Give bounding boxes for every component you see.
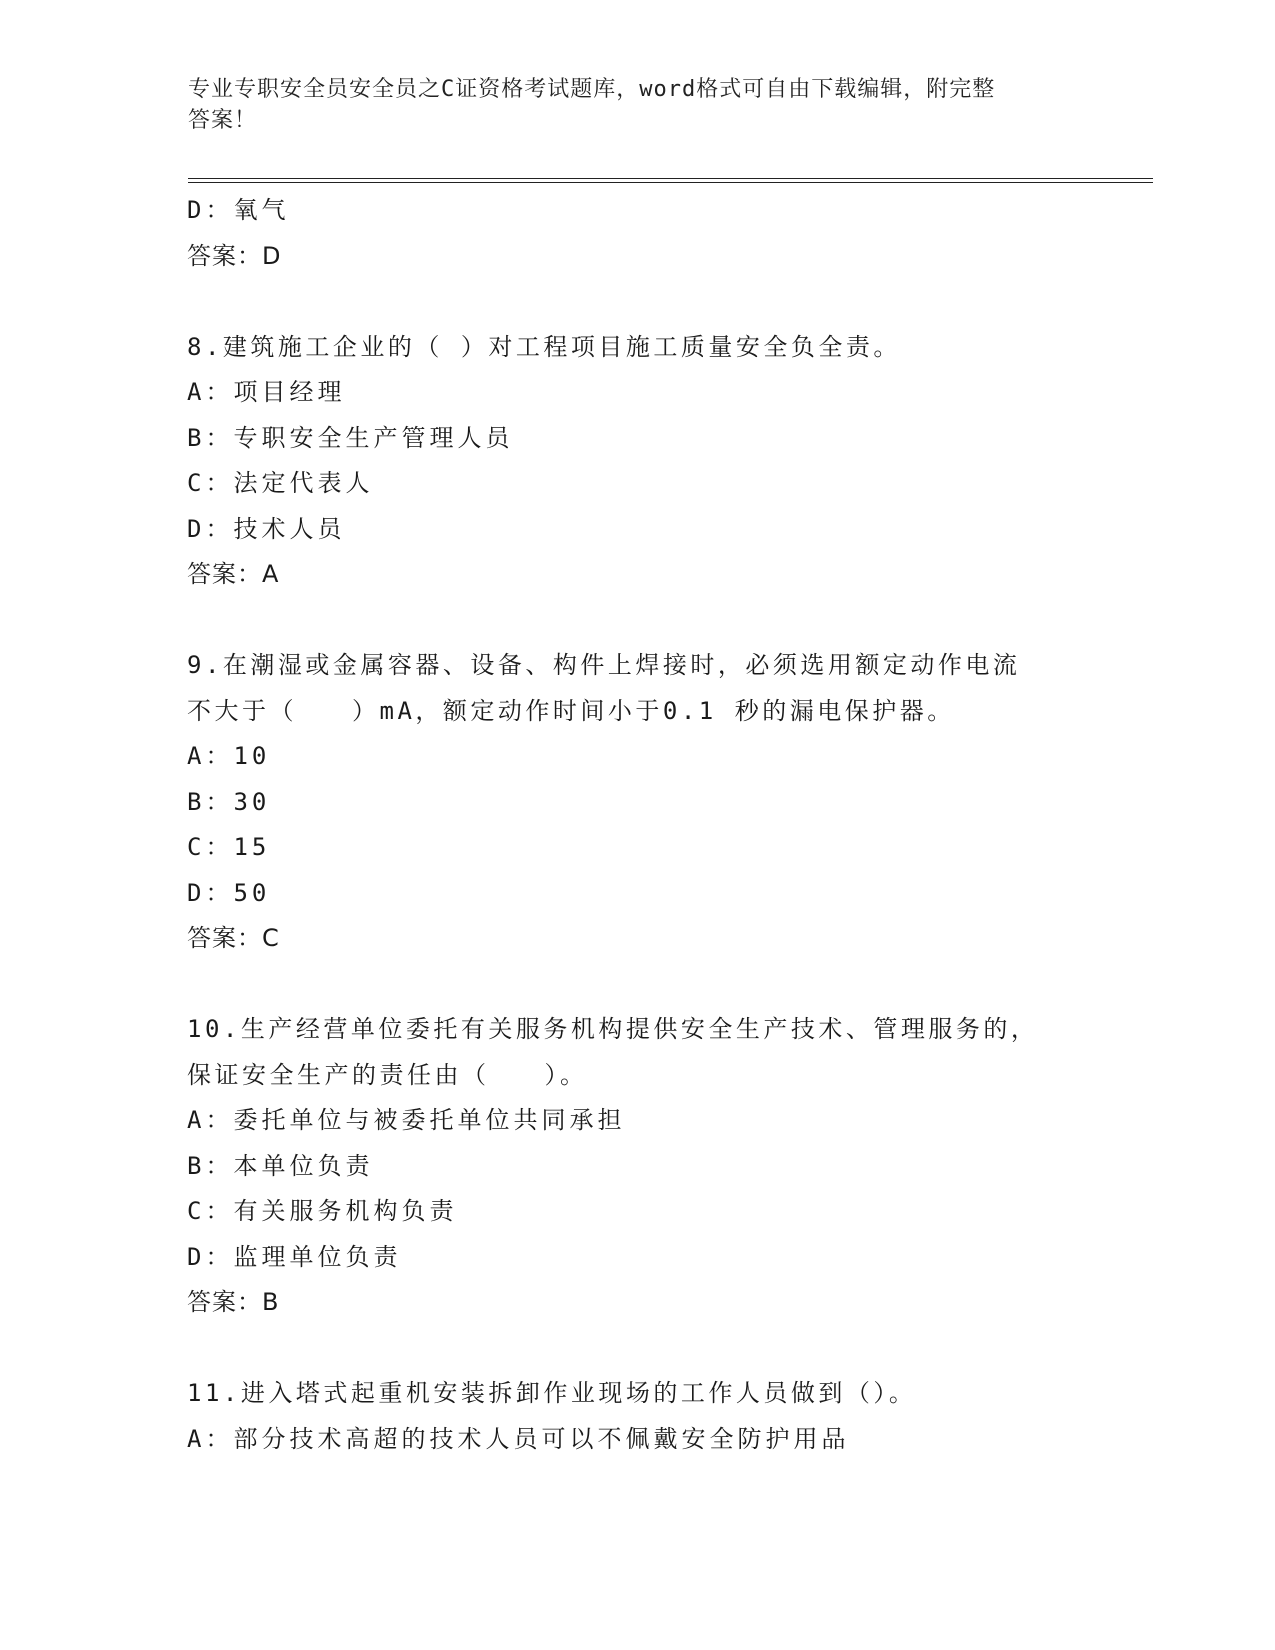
- answer-line: 答案：A: [187, 560, 280, 588]
- header-line-2: 答案！: [188, 108, 258, 133]
- option-b: B：本单位负责: [187, 1151, 374, 1180]
- option-c: C：法定代表人: [187, 469, 374, 497]
- spacer: [187, 598, 1087, 644]
- document-header: [188, 74, 1068, 136]
- option-a: A：项目经理: [187, 378, 346, 406]
- option-d: D：氧气: [187, 196, 290, 224]
- spacer: [187, 1326, 1087, 1372]
- option-d: D：技术人员: [187, 514, 346, 543]
- option-b: B：专职安全生产管理人员: [187, 423, 514, 452]
- answer-line: 答案：B: [187, 1288, 280, 1316]
- question-stem: 8.建筑施工企业的（ ）对工程项目施工质量安全负全责。: [187, 332, 901, 361]
- answer-line: 答案：D: [187, 241, 282, 270]
- option-c: C：有关服务机构负责: [187, 1197, 458, 1225]
- option-c: C：15: [187, 833, 271, 861]
- answer-line: 答案：C: [187, 924, 280, 952]
- option-d: D：50: [187, 878, 271, 907]
- question-stem-continued: 保证安全生产的责任由（ ）。: [187, 1060, 588, 1089]
- option-d: D：监理单位负责: [187, 1242, 402, 1271]
- option-a: A：委托单位与被委托单位共同承担: [187, 1106, 626, 1134]
- header-divider: [188, 178, 1153, 183]
- question-stem: 11.进入塔式起重机安装拆卸作业现场的工作人员做到（）。: [187, 1379, 917, 1407]
- option-a: A：部分技术高超的技术人员可以不佩戴安全防护用品: [187, 1424, 850, 1453]
- spacer: [187, 279, 1087, 325]
- question-stem: 9.在潮湿或金属容器、设备、构件上焊接时，必须选用额定动作电流: [187, 651, 1021, 679]
- question-stem-continued: 不大于（ ）mA，额定动作时间小于0.1 秒的漏电保护器。: [187, 696, 955, 725]
- header-line-1: 专业专职安全员安全员之C证资格考试题库，word格式可自由下载编辑，附完整: [188, 77, 996, 102]
- option-b: B：30: [187, 787, 271, 816]
- spacer: [187, 962, 1087, 1008]
- question-list: [187, 188, 1087, 1462]
- question-stem: 10.生产经营单位委托有关服务机构提供安全生产技术、管理服务的，: [187, 1015, 1039, 1043]
- option-a: A：10: [187, 742, 271, 770]
